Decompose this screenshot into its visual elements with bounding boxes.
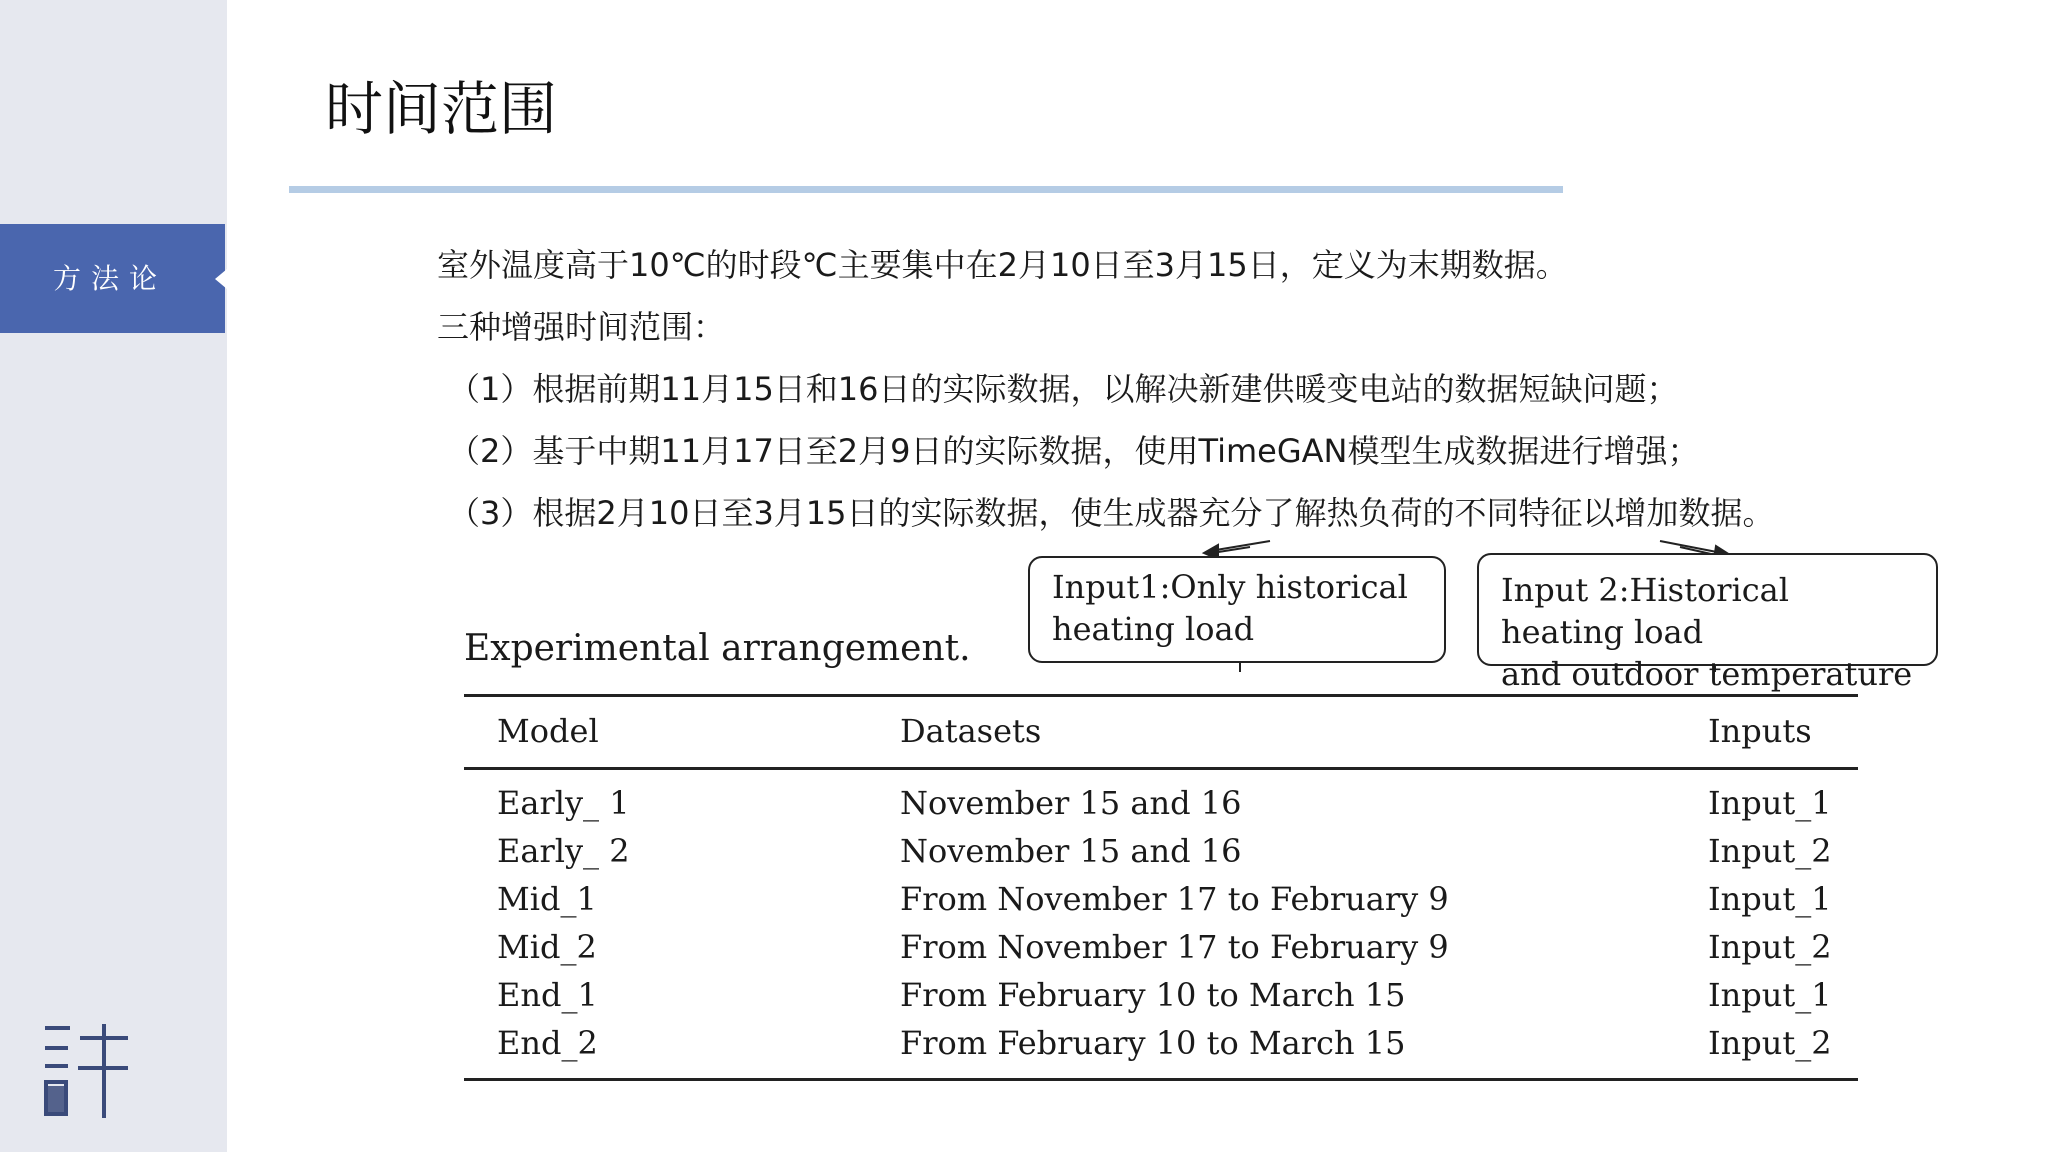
cell-inputs: Input_2 bbox=[1708, 832, 1832, 870]
header-datasets: Datasets bbox=[900, 712, 1042, 750]
cell-inputs: Input_2 bbox=[1708, 928, 1832, 966]
tab-pointer-icon bbox=[215, 269, 227, 289]
cell-datasets: From February 10 to March 15 bbox=[900, 1024, 1406, 1062]
body-line-4: （2）基于中期11月17日至2月9日的实际数据，使用TimeGAN模型生成数据进行增强； bbox=[448, 432, 1700, 470]
cell-datasets: November 15 and 16 bbox=[900, 784, 1242, 822]
sidebar bbox=[0, 0, 227, 1152]
table-caption: Experimental arrangement. bbox=[464, 628, 971, 669]
body-line-3: （1）根据前期11月15日和16日的实际数据，以解决新建供暖变电站的数据短缺问题； bbox=[448, 370, 1679, 408]
cell-inputs: Input_1 bbox=[1708, 976, 1832, 1014]
title-divider bbox=[289, 186, 1563, 193]
cell-model: Early_ 1 bbox=[497, 784, 630, 822]
callout-input2-line2: and outdoor temperature bbox=[1501, 655, 1913, 693]
cell-inputs: Input_1 bbox=[1708, 880, 1832, 918]
table-header-rule bbox=[464, 767, 1858, 770]
cell-datasets: From February 10 to March 15 bbox=[900, 976, 1406, 1014]
cell-model: End_1 bbox=[497, 976, 598, 1014]
section-tab-methodology[interactable] bbox=[0, 224, 225, 333]
cell-inputs: Input_2 bbox=[1708, 1024, 1832, 1062]
cell-datasets: From November 17 to February 9 bbox=[900, 880, 1449, 918]
cell-datasets: From November 17 to February 9 bbox=[900, 928, 1449, 966]
callout-input2 bbox=[1477, 553, 1938, 693]
cell-model: Mid_2 bbox=[497, 928, 597, 966]
callout-input2-line1: Input 2:Historical heating load bbox=[1501, 571, 1789, 651]
section-tab-label: 方法论 bbox=[52, 262, 167, 295]
cell-inputs: Input_1 bbox=[1708, 784, 1832, 822]
table-bottom-rule bbox=[464, 1078, 1858, 1081]
body-line-5: （3）根据2月10日至3月15日的实际数据，使生成器充分了解热负荷的不同特征以增加数据。 bbox=[448, 494, 1775, 532]
body-line-2: 三种增强时间范围： bbox=[437, 308, 726, 346]
body-line-1: 室外温度高于10℃的时段℃主要集中在2月10日至3月15日，定义为末期数据。 bbox=[437, 246, 1568, 284]
header-inputs: Inputs bbox=[1708, 712, 1812, 750]
cell-model: Mid_1 bbox=[497, 880, 597, 918]
callout-input1 bbox=[1028, 556, 1446, 663]
cell-datasets: November 15 and 16 bbox=[900, 832, 1242, 870]
callout-input1-line2: heating load bbox=[1052, 610, 1255, 648]
callout-input1-line1: Input1:Only historical bbox=[1052, 568, 1408, 606]
table-top-rule bbox=[464, 694, 1858, 697]
logo bbox=[40, 1020, 130, 1120]
header-model: Model bbox=[497, 712, 599, 750]
page-title: 时间范围 bbox=[325, 75, 558, 143]
cell-model: Early_ 2 bbox=[497, 832, 630, 870]
cell-model: End_2 bbox=[497, 1024, 598, 1062]
